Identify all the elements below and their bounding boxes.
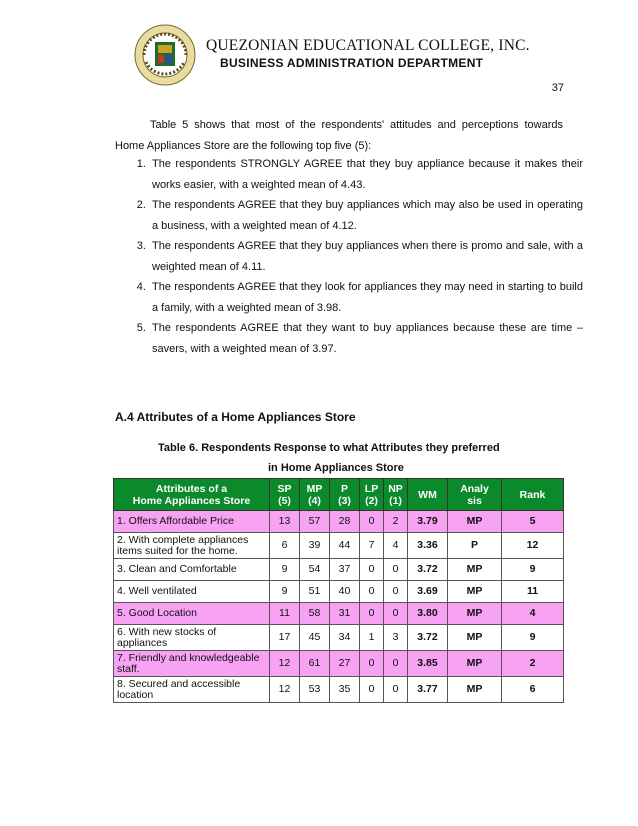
header-mp: MP (4) — [300, 479, 330, 511]
header-sp: SP (5) — [270, 479, 300, 511]
cell-mp: 57 — [300, 511, 330, 533]
cell-wm: 3.36 — [408, 533, 448, 559]
cell-analysis: MP — [448, 651, 502, 677]
cell-sp: 12 — [270, 677, 300, 703]
cell-rank: 5 — [502, 511, 564, 533]
cell-wm: 3.77 — [408, 677, 448, 703]
table-row — [114, 603, 564, 625]
cell-attribute: 2. With complete appliances items suited for the home. — [114, 533, 270, 559]
header-np: NP (1) — [384, 479, 408, 511]
page-number: 37 — [551, 82, 564, 94]
cell-wm: 3.72 — [408, 625, 448, 651]
cell-wm: 3.85 — [408, 651, 448, 677]
cell-attribute: 6. With new stocks of appliances — [114, 625, 270, 651]
cell-attribute: 4. Well ventilated — [114, 581, 270, 603]
cell-rank: 9 — [502, 625, 564, 651]
cell-analysis: MP — [448, 559, 502, 581]
cell-attribute: 8. Secured and accessible location — [114, 677, 270, 703]
header-wm: WM — [408, 479, 448, 511]
cell-rank: 12 — [502, 533, 564, 559]
cell-p: 37 — [330, 559, 360, 581]
table-row — [114, 651, 564, 677]
cell-mp: 45 — [300, 625, 330, 651]
cell-rank: 9 — [502, 559, 564, 581]
cell-attribute: 5. Good Location — [114, 603, 270, 625]
cell-analysis: MP — [448, 511, 502, 533]
cell-sp: 17 — [270, 625, 300, 651]
cell-wm: 3.79 — [408, 511, 448, 533]
cell-p: 35 — [330, 677, 360, 703]
cell-wm: 3.69 — [408, 581, 448, 603]
cell-rank: 6 — [502, 677, 564, 703]
table-caption-line1: Table 6. Respondents Response to what Attributes they preferred — [158, 442, 500, 454]
cell-p: 40 — [330, 581, 360, 603]
header-p: P (3) — [330, 479, 360, 511]
cell-rank: 11 — [502, 581, 564, 603]
cell-mp: 53 — [300, 677, 330, 703]
cell-attribute: 7. Friendly and knowledgeable staff. — [114, 651, 270, 677]
cell-np: 3 — [384, 625, 408, 651]
list-item: 4. The respondents AGREE that they look for appliances they may need in starting to build a family, with a weighted mean of 3.98. — [149, 277, 583, 318]
cell-sp: 13 — [270, 511, 300, 533]
list-item: 3. The respondents AGREE that they buy appliances when there is promo and sale, with a weighted mean of 4.11. — [149, 236, 583, 277]
section-heading: A.4 Attributes of a Home Appliances Store — [115, 410, 356, 424]
cell-p: 34 — [330, 625, 360, 651]
cell-analysis: P — [448, 533, 502, 559]
cell-lp: 0 — [360, 511, 384, 533]
list-item: 2. The respondents AGREE that they buy appliances which may also be used in operating a business, with a weighted mean of 4.12. — [149, 195, 583, 236]
cell-p: 44 — [330, 533, 360, 559]
header-rank: Rank — [502, 479, 564, 511]
cell-p: 28 — [330, 511, 360, 533]
table-row — [114, 677, 564, 703]
college-seal-logo — [134, 24, 196, 86]
cell-analysis: MP — [448, 603, 502, 625]
department-name: BUSINESS ADMINISTRATION DEPARTMENT — [220, 56, 484, 70]
cell-np: 0 — [384, 603, 408, 625]
list-item: 1. The respondents STRONGLY AGREE that they buy appliance because it makes their works easier, with a weighted mean of 4.43. — [149, 154, 583, 195]
cell-p: 27 — [330, 651, 360, 677]
cell-rank: 2 — [502, 651, 564, 677]
header-lp: LP (2) — [360, 479, 384, 511]
cell-sp: 9 — [270, 559, 300, 581]
cell-rank: 4 — [502, 603, 564, 625]
cell-mp: 51 — [300, 581, 330, 603]
table-row — [114, 559, 564, 581]
top-five-list — [128, 154, 583, 359]
cell-mp: 54 — [300, 559, 330, 581]
cell-sp: 9 — [270, 581, 300, 603]
list-item: 5. The respondents AGREE that they want to buy appliances because these are time – savers, with a weighted mean of 3.97. — [149, 318, 583, 359]
attributes-table — [113, 478, 564, 703]
header-analysis: Analy sis — [448, 479, 502, 511]
intro-text: Table 5 shows that most of the respondents' attitudes and perceptions towards Home Appliances Store are the following top five (5): — [115, 119, 563, 152]
table-header-row — [114, 479, 564, 511]
cell-analysis: MP — [448, 581, 502, 603]
cell-lp: 0 — [360, 651, 384, 677]
cell-sp: 11 — [270, 603, 300, 625]
cell-np: 0 — [384, 581, 408, 603]
cell-mp: 39 — [300, 533, 330, 559]
cell-lp: 0 — [360, 603, 384, 625]
cell-attribute: 1. Offers Affordable Price — [114, 511, 270, 533]
cell-lp: 0 — [360, 559, 384, 581]
cell-np: 0 — [384, 677, 408, 703]
cell-np: 4 — [384, 533, 408, 559]
cell-lp: 7 — [360, 533, 384, 559]
cell-mp: 58 — [300, 603, 330, 625]
cell-mp: 61 — [300, 651, 330, 677]
table-row — [114, 533, 564, 559]
table-row — [114, 581, 564, 603]
cell-lp: 0 — [360, 677, 384, 703]
cell-np: 0 — [384, 651, 408, 677]
cell-lp: 0 — [360, 581, 384, 603]
table-row — [114, 511, 564, 533]
cell-wm: 3.72 — [408, 559, 448, 581]
cell-sp: 12 — [270, 651, 300, 677]
cell-wm: 3.80 — [408, 603, 448, 625]
cell-sp: 6 — [270, 533, 300, 559]
header-attributes: Attributes of a Home Appliances Store — [114, 479, 270, 511]
cell-attribute: 3. Clean and Comfortable — [114, 559, 270, 581]
cell-np: 0 — [384, 559, 408, 581]
intro-paragraph — [115, 115, 563, 156]
cell-analysis: MP — [448, 677, 502, 703]
table-row — [114, 625, 564, 651]
college-name: QUEZONIAN EDUCATIONAL COLLEGE, INC. — [206, 37, 530, 54]
table-caption-line2: in Home Appliances Store — [268, 462, 404, 474]
cell-analysis: MP — [448, 625, 502, 651]
cell-np: 2 — [384, 511, 408, 533]
cell-p: 31 — [330, 603, 360, 625]
cell-lp: 1 — [360, 625, 384, 651]
